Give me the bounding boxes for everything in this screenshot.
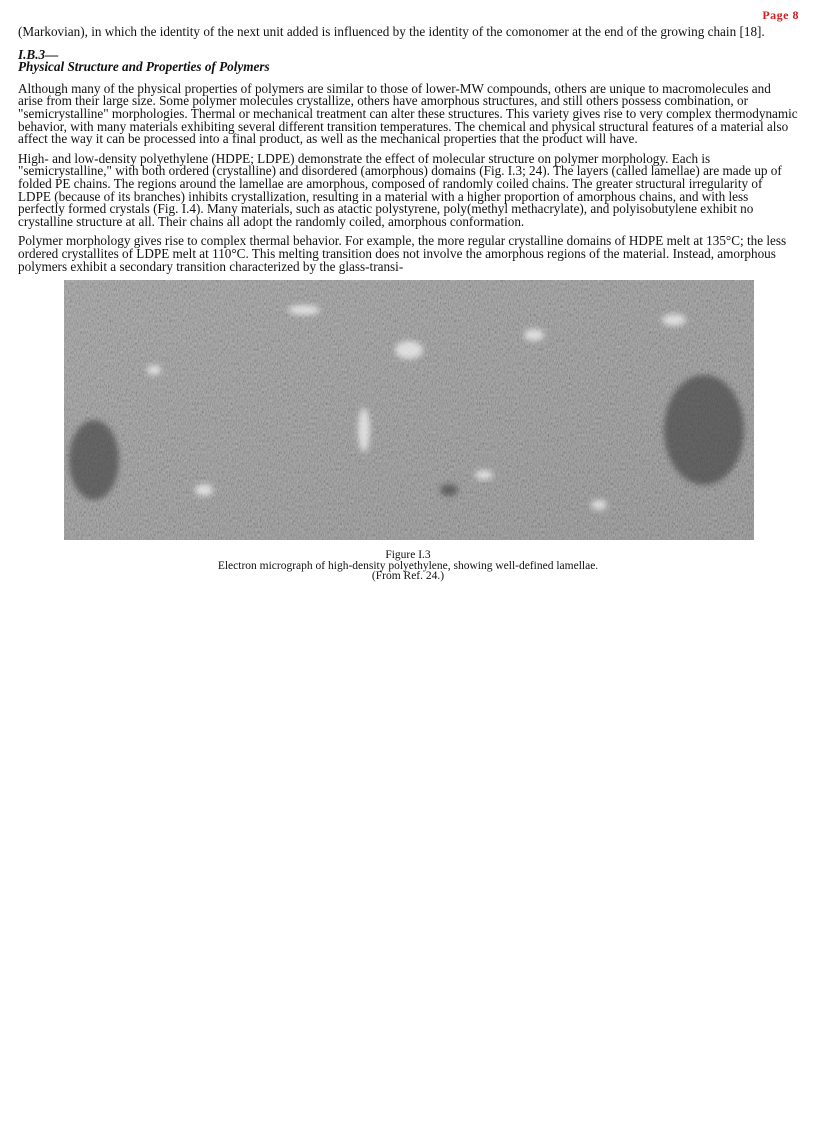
paragraph-polyethylene-morphology: High- and low-density polyethylene (HDPE; LDPE) demonstrate the effect of molecular structure on polymer morphology. Each is "semicrystalline," with both ordered (crystalline) and disordered (amorphous) domains (Fig. I.3; 24). The layers (called lamellae) are made up of folded PE chains. The regions around the lamellae are amorphous, composed of randomly coiled chains. The greater structural irregularity of LDPE (because of its branches) inhibits crystallization, resulting in a material with a higher proportion of amorphous chains, and with less perfectly formed crystals (Fig. I.4). Many materials, such as atactic polystyrene, poly(methyl methacrylate), and polyisobutylene exhibit no crystalline structure at all. Their chains all adopt the randomly coiled, amorphous conformation. [18, 150, 782, 229]
document-body [18, 26, 798, 582]
intro-paragraph: (Markovian), in which the identity of the next unit added is influenced by the identity of the comonomer at the end of the growing chain [18]. [18, 24, 765, 39]
section-heading [18, 46, 798, 75]
section-number: I.B.3— [18, 46, 59, 62]
electron-micrograph-image [64, 280, 754, 540]
section-title: Physical Structure and Properties of Polymers [18, 59, 270, 75]
figure-source: (From Ref. 24.) [371, 570, 445, 583]
figure-caption [18, 550, 798, 582]
figure-caption-text: Electron micrograph of high-density polyethylene, showing well-defined lamellae. [217, 559, 599, 572]
figure-label: Figure I.3 [385, 549, 431, 562]
page-number: Page 8 [762, 8, 799, 22]
paragraph-thermal-behavior: Polymer morphology gives rise to complex thermal behavior. For example, the more regular crystalline domains of HDPE melt at 135°C; the less ordered crystallites of LDPE melt at 110°C. This melting transition does not involve the amorphous regions of the material. Instead, amorphous polymers exhibit a secondary transition characterized by the glass-transi- [18, 233, 787, 274]
paragraph-physical-properties: Although many of the physical properties of polymers are similar to those of lower-MW compounds, others are unique to macromolecules and arise from their large size. Some polymer molecules crystallize, others have amorphous structures, and still others possess combination, or "semicrystalline" morphologies. Thermal or mechanical treatment can alter these structures. This variety gives rise to very complex thermodynamic behavior, with many materials exhibiting several different transition temperatures. The chemical and physical structural features of a material also affect the way it can be processed into a final product, as well as the mechanical properties that the product will have. [18, 80, 798, 147]
figure-block [18, 280, 798, 582]
